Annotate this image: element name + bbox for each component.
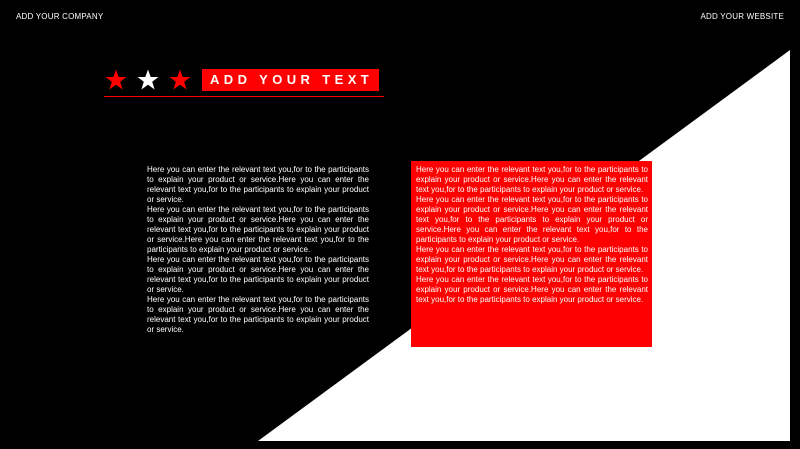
red-star-icon xyxy=(168,68,192,92)
red-star-icon xyxy=(104,68,128,92)
company-name: ADD YOUR COMPANY xyxy=(16,12,104,21)
right-text-box xyxy=(411,161,652,347)
title-underline xyxy=(104,96,384,97)
left-paragraph: Here you can enter the relevant text you,for to the participants to explain your product or service.Here you can enter the relevant text you,for to the participants to explain your product or service. xyxy=(147,295,369,334)
right-paragraph: Here you can enter the relevant text you,for to the participants to explain your product or service.Here you can enter the relevant text you,for to the participants to explain your product or service. xyxy=(416,275,648,304)
left-paragraph: Here you can enter the relevant text you,for to the participants to explain your product or service.Here you can enter the relevant text you,for to the participants to explain your product or service. xyxy=(147,165,369,204)
left-paragraph: Here you can enter the relevant text you,for to the participants to explain your product or service.Here you can enter the relevant text you,for to the participants to explain your product or service.Here you can enter the relevant text you,for to the participants to explain your product or service. xyxy=(147,205,369,254)
right-paragraph: Here you can enter the relevant text you,for to the participants to explain your product or service.Here you can enter the relevant text you,for to the participants to explain your product or service.Here you can enter the relevant text you,for to the participants to explain your product or service. xyxy=(416,195,648,244)
right-paragraph: Here you can enter the relevant text you,for to the participants to explain your product or service.Here you can enter the relevant text you,for to the participants to explain your product or service. xyxy=(416,165,648,194)
left-text-block xyxy=(147,165,369,335)
title-banner: ADD YOUR TEXT xyxy=(202,69,379,91)
title-row xyxy=(104,68,379,92)
white-star-icon xyxy=(136,68,160,92)
left-paragraph: Here you can enter the relevant text you,for to the participants to explain your product or service.Here you can enter the relevant text you,for to the participants to explain your product or service. xyxy=(147,255,369,294)
website-label: ADD YOUR WEBSITE xyxy=(700,12,784,21)
right-paragraph: Here you can enter the relevant text you,for to the participants to explain your product or service.Here you can enter the relevant text you,for to the participants to explain your product or service. xyxy=(416,245,648,274)
